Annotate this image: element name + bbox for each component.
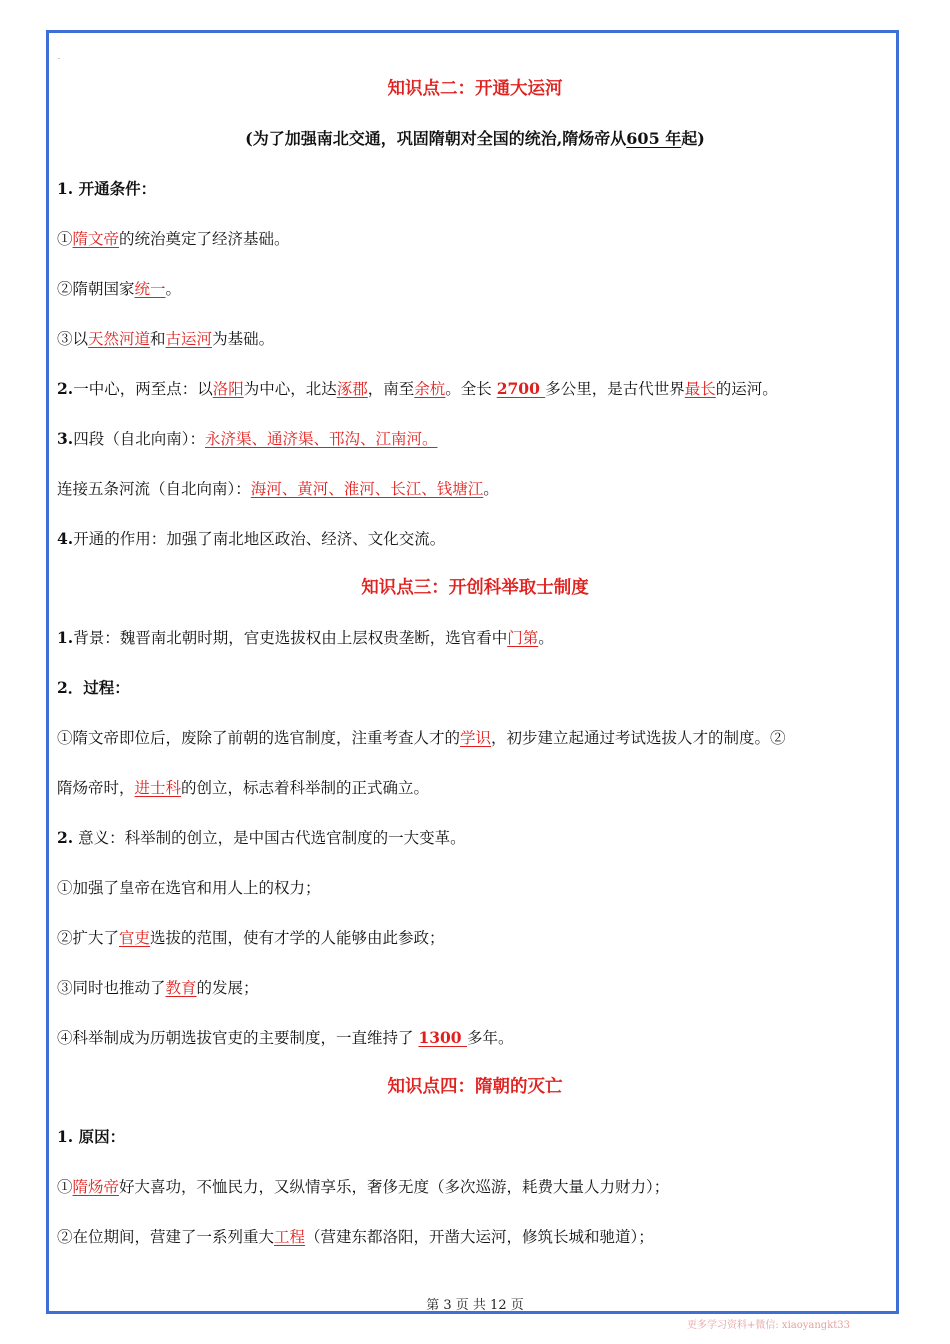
exam-significance-1: ①加强了皇帝在选官和用人上的权力； (57, 879, 321, 897)
canal-four-sections: 3.四段（自北向南）：永济渠、通济渠、邗沟、江南河。 (57, 429, 438, 448)
exam-background: 1.背景：魏晋南北朝时期，官吏选拔权由上层权贵垄断，选官看中门第。 (57, 628, 554, 647)
fall-reasons-heading: 1. 原因： (57, 1127, 126, 1146)
canal-five-rivers: 连接五条河流（自北向南）：海河、黄河、淮河、长江、钱塘江。 (57, 480, 499, 498)
exam-significance-3: ③同时也推动了教育的发展； (57, 979, 259, 997)
page-number: 第 3 页 共 12 页 (426, 1298, 524, 1313)
exam-process-2: 隋炀帝时，进士科的创立，标志着科举制的正式确立。 (57, 779, 430, 797)
exam-significance-4: ④科举制成为历朝选拔官吏的主要制度，一直维持了 1300 多年。 (57, 1028, 514, 1047)
corner-dot: · (58, 56, 60, 63)
exam-process-1: ①隋文帝即位后，废除了前朝的选官制度，注重考查人才的学识，初步建立起通过考试选拔人才的制度。② (57, 729, 786, 747)
canal-condition-3: ③以天然河道和古运河为基础。 (57, 330, 275, 348)
exam-significance-2: ②扩大了官吏选拔的范围，使有才学的人能够由此参政； (57, 929, 445, 947)
exam-process-heading: 2．过程： (57, 678, 130, 697)
canal-center-points: 2.一中心，两至点：以洛阳为中心，北达涿郡，南至余杭。全长 2700 多公里，是古代世界最长的运河。 (57, 379, 778, 398)
canal-condition-1: ①隋文帝的统治奠定了经济基础。 (57, 230, 290, 248)
section-title-fall: 知识点四：隋朝的灭亡 (387, 1077, 563, 1097)
section-subtitle: (为了加强南北交通，巩固隋朝对全国的统治,隋炀帝从605 年起) (245, 129, 705, 148)
exam-significance: 2. 意义：科举制的创立，是中国古代选官制度的一大变革。 (57, 828, 466, 847)
canal-condition-2: ②隋朝国家统一。 (57, 280, 182, 298)
section-title-exam: 知识点三：开创科举取士制度 (361, 578, 589, 598)
fall-reason-2: ②在位期间，营建了一系列重大工程（营建东都洛阳，开凿大运河，修筑长城和驰道）； (57, 1228, 654, 1246)
watermark: 更多学习资料+微信: xiaoyangkt33 (687, 1320, 851, 1331)
page-border (46, 30, 899, 1314)
canal-effect: 4.开通的作用：加强了南北地区政治、经济、文化交流。 (57, 529, 446, 548)
canal-conditions-heading: 1. 开通条件： (57, 179, 157, 198)
section-title-canal: 知识点二：开通大运河 (387, 79, 563, 99)
fall-reason-1: ①隋炀帝好大喜功，不恤民力，又纵情享乐，奢侈无度（多次巡游，耗费大量人力财力）； (57, 1178, 670, 1196)
